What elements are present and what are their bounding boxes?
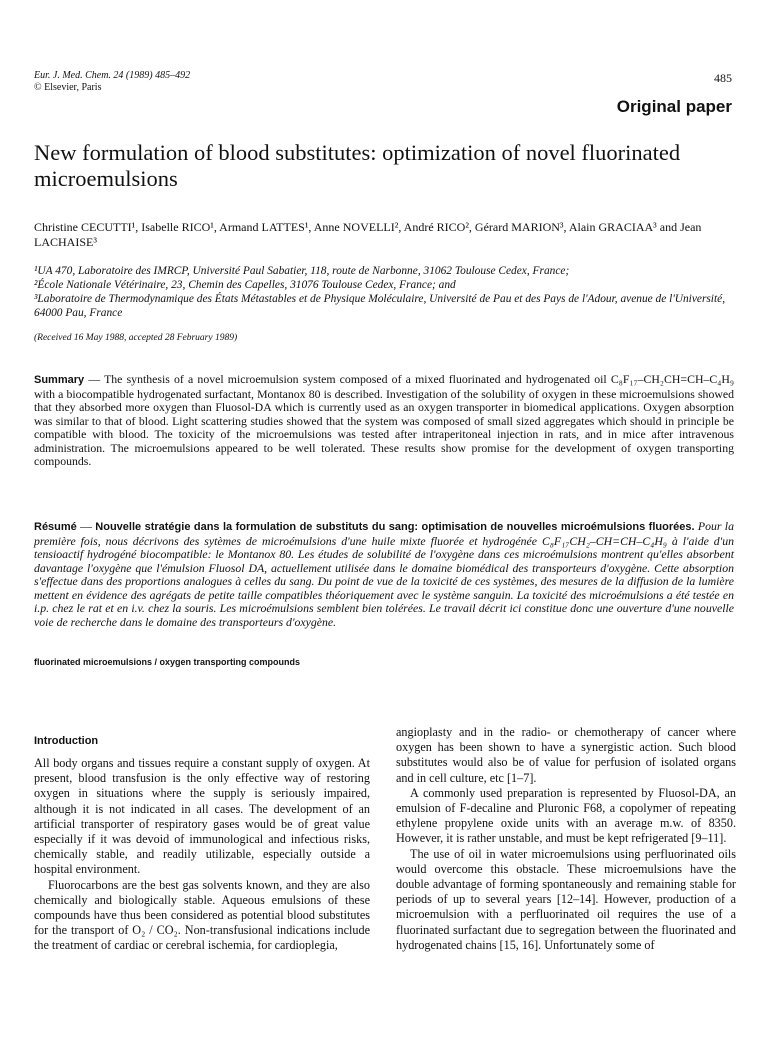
right-column <box>396 725 736 953</box>
body-paragraph: Fluorocarbons are the best gas solvents known, and they are also chemically and biologically stable. Aqueous emulsions of these compounds have thus been considered as potential blood substitutes for the transport of O₂ / CO₂. Non-transfusional indications include the treatment of cardiac or cerebral ischemia, for cardioplegia, <box>34 877 370 953</box>
affiliation-2: ²École Nationale Vétérinaire, 23, Chemin des Capelles, 31076 Toulouse Cedex, France; and <box>34 279 456 291</box>
affiliation-3: ³Laboratoire de Thermodynamique des États Métastables et de Physique Moléculaire, Université de Pau et des Pays de l'Adour, avenue de l'Université, 64000 Pau, France <box>34 293 726 319</box>
received-dates: (Received 16 May 1988, accepted 28 February 1989) <box>34 333 238 343</box>
summary-text: The synthesis of a novel microemulsion system composed of a mixed fluorinated and hydrogenated oil C₈F₁₇–CH₂CH=CH–C₄H₉ with a biocompatible hydrogenated surfactant, Montanox 80 is described. Investigation of the solubility of oxygen in these microemulsions showed that they absorbed more oxygen than Fluosol-DA which is currently used as an oxygen transporter in biomedical applications. Oxygen absorption was similar to that of blood. Light scattering studies showed that the system was composed of small sized aggregates which should in principle be compatible with blood. The toxicity of the microemulsions was tested after intraperitoneal injection in rats, and in mice after intravenous administration. The microemulsions appeared to be well tolerated. These results show promise for the development of oxygen transporting compounds. <box>34 372 734 468</box>
keywords: fluorinated microemulsions / oxygen transporting compounds <box>34 657 301 667</box>
left-column <box>34 756 370 954</box>
body-paragraph: The use of oil in water microemulsions using perfluorinated oils would overcome this obstacle. These microemulsions have the double advantage of forming spontaneously and remaining stable for periods of up to several years [12–14]. However, production of a microemulsion with a perfluorinated oil requires the use of a fluorinated surfactant due to segregation between the fluorinated and hydrogenated chains [15, 16]. Unfortunately some of <box>396 846 736 952</box>
affiliations <box>34 264 739 320</box>
journal-citation: Eur. J. Med. Chem. 24 (1989) 485–492 <box>34 70 191 81</box>
resume-abstract: Résumé — Nouvelle stratégie dans la formulation de substituts du sang: optimisation de nouvelles microémulsions fluorées. Pour la première fois, nous décrivons des sytèmes de microémulsions d'une huile mixte fluorée et hydrogénée C₈F₁₇CH₂–CH=CH–C₄H₉ à l'aide d'un tensioactif hydrogéné biocompatible: le Montanox 80. Les études de solubilité de l'oxygène dans ces microémulsions montrent qu'elles absorbent davantage l'oxygène que l'émulsion Fluosol DA, actuellement utilisée dans le domaine biomédical des transporteurs d'oxygène. Cette absorption s'effectue dans des proportions analogues à celles du sang. Du point de vue de la toxicité de ces systèmes, des mesures de la diffusion de la lumière mettent en évidence des agrégats de petite taille compatibles théoriquement avec le système sanguin. La toxicité des microémulsions a été testée en i.p. chez le rat et en i.v. chez la souris. Les microémulsions semblent bien tolérées. Le travail décrit ici constitue donc une ouverture d'une nouvelle voie de recherche dans le domaine des transporteurs d'oxygène. <box>34 519 734 629</box>
body-paragraph: A commonly used preparation is represented by Fluosol-DA, an emulsion of F-decaline and Pluronic F68, a copolymer of repeating ethylene propylene oxide units with an average m.w. of 8350. However, it is rather unstable, and must be kept refrigerated [9–11]. <box>396 785 736 846</box>
copyright-line: © Elsevier, Paris <box>34 82 102 93</box>
summary-label: Summary <box>34 374 85 386</box>
body-paragraph: All body organs and tissues require a constant supply of oxygen. At present, blood transfusion is the only effective way of restoring oxygen in situations where the supply is seriously impaired, although it is not indicated in all cases. The development of an artificial transporter of respiratory gases would be of great value especially if it was devoid of immunological and infectious risks, chemically stable, and readily utilizable, especially outside a hospital environment. <box>34 756 370 877</box>
article-title: New formulation of blood substitutes: optimization of novel fluorinated microemulsions <box>34 140 681 191</box>
resume-label: Résumé <box>34 521 77 533</box>
resume-title: Nouvelle stratégie dans la formulation de substituts du sang: optimisation de nouvelles microémulsions fluorées. <box>95 521 695 533</box>
paper-type-label: Original paper <box>616 97 732 116</box>
body-paragraph: angioplasty and in the radio- or chemotherapy of cancer where oxygen has been shown to have a synergistic action. Such blood substitutes would also be of value for perfusion of isolated organs and in cell culture, etc [1–7]. <box>396 725 736 785</box>
page-number: 485 <box>714 71 732 85</box>
resume-text: Pour la première fois, nous décrivons des sytèmes de microémulsions d'une huile mixte fluorée et hydrogénée C₈F₁₇CH₂–CH=CH–C₄H₉ à l'aide d'un tensioactif hydrogéné biocompatible: le Montanox 80. Les études de solubilité de l'oxygène dans ces microémulsions montrent qu'elles absorbent davantage l'oxygène que l'émulsion Fluosol DA, actuellement utilisée dans le domaine biomédical des transporteurs d'oxygène. Cette absorption s'effectue dans des proportions analogues à celles du sang. Du point de vue de la toxicité de ces systèmes, des mesures de la diffusion de la lumière mettent en évidence des agrégats de petite taille compatibles théoriquement avec le système sanguin. La toxicité des microémulsions a été testée en i.p. chez le rat et en i.v. chez la souris. Les microémulsions semblent bien tolérées. Le travail décrit ici constitue donc une ouverture d'une nouvelle voie de recherche dans le domaine des transporteurs d'oxygène. <box>34 519 734 629</box>
summary-abstract: Summary — The synthesis of a novel microemulsion system composed of a mixed fluorinated and hydrogenated oil C₈F₁₇–CH₂CH=CH–C₄H₉ with a biocompatible hydrogenated surfactant, Montanox 80 is described. Investigation of the solubility of oxygen in these microemulsions showed that they absorbed more oxygen than Fluosol-DA which is currently used as an oxygen transporter in biomedical applications. Oxygen absorption was similar to that of blood. Light scattering studies showed that the system was composed of small sized aggregates which should in principle be compatible with blood. The toxicity of the microemulsions was tested after intraperitoneal injection in rats, and in mice after intravenous administration. The microemulsions appeared to be well tolerated. These results show promise for the development of oxygen transporting compounds. <box>34 372 734 468</box>
section-heading-introduction: Introduction <box>34 735 99 747</box>
author-list: Christine CECUTTI¹, Isabelle RICO¹, Armand LATTES¹, Anne NOVELLI², André RICO², Gérard MARION³, Alain GRACIAA³ and Jean LACHAISE³ <box>34 220 702 249</box>
journal-reference <box>34 70 190 94</box>
affiliation-1: ¹UA 470, Laboratoire des IMRCP, Université Paul Sabatier, 118, route de Narbonne, 31062 Toulouse Cedex, France; <box>34 265 570 277</box>
